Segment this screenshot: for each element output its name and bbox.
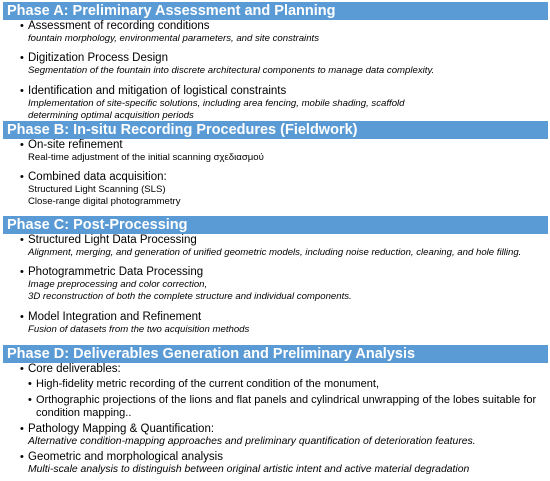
item-description: Multi-scale analysis to distinguish between original artistic intent and active material degradation (28, 464, 470, 475)
item-description: Real-time adjustment of the initial scanning σχεδιασμού (28, 152, 264, 163)
item-title: Model Integration and Refinement (28, 311, 202, 323)
item-title: Combined data acquisition: (28, 171, 167, 183)
phase-a-item-2 (20, 52, 545, 77)
bullet-icon: • (20, 139, 24, 151)
phase-b-header: Phase B: In-situ Recording Procedures (Fieldwork) (3, 121, 548, 139)
phase-d-subitem-2 (28, 394, 548, 420)
bullet-icon: • (20, 311, 24, 323)
item-description: Segmentation of the fountain into discrete architectural components to manage data complexity. (28, 65, 435, 76)
item-title: Assessment of recording conditions (28, 20, 210, 32)
item-description: Image preprocessing and color correction, (28, 279, 208, 290)
item-description: Close-range digital photogrammetry (28, 196, 181, 207)
subitem-text: condition mapping.. (36, 407, 132, 419)
phase-d-item-1 (20, 363, 545, 376)
phase-d-item-2 (20, 423, 545, 448)
item-description: Implementation of site-specific solutions, including area fencing, mobile shading, scaffold (28, 98, 405, 109)
item-title: Core deliverables: (28, 363, 121, 375)
bullet-icon: • (20, 20, 24, 32)
item-description: determining optimal acquisition periods (28, 110, 194, 121)
bullet-icon: • (20, 363, 24, 375)
phase-b-item-1 (20, 139, 545, 164)
phase-a-item-1 (20, 20, 545, 45)
subitem-text: Orthographic projections of the lions and flat panels and cylindrical unwrapping of the lobes suitable for (36, 394, 537, 406)
item-title: On-site refinement (28, 139, 123, 151)
bullet-icon: • (20, 266, 24, 278)
phase-c-item-3 (20, 311, 545, 336)
subitem-text: High-fidelity metric recording of the current condition of the monument, (36, 378, 379, 390)
item-title: Identification and mitigation of logistical constraints (28, 85, 287, 97)
phase-a-header: Phase A: Preliminary Assessment and Planning (3, 2, 548, 20)
phase-d-subitem-1 (28, 378, 548, 391)
bullet-icon: • (28, 378, 32, 390)
item-description: Structured Light Scanning (SLS) (28, 184, 166, 195)
bullet-icon: • (28, 394, 32, 406)
item-title: Geometric and morphological analysis (28, 451, 223, 463)
item-title: Structured Light Data Processing (28, 234, 197, 246)
phase-d-header: Phase D: Deliverables Generation and Preliminary Analysis (3, 345, 548, 363)
phase-b-item-2 (20, 171, 545, 208)
phase-c-item-1 (20, 234, 545, 259)
phase-d-item-3 (20, 451, 545, 476)
phase-c-header: Phase C: Post-Processing (3, 216, 548, 234)
phase-a-item-3 (20, 85, 545, 122)
bullet-icon: • (20, 171, 24, 183)
item-description: fountain morphology, environmental parameters, and site constraints (28, 33, 319, 44)
bullet-icon: • (20, 451, 24, 463)
phase-c-item-2 (20, 266, 545, 303)
item-description: Alternative condition-mapping approaches and preliminary quantification of deterioration features. (28, 436, 476, 447)
bullet-icon: • (20, 85, 24, 97)
item-title: Digitization Process Design (28, 52, 168, 64)
bullet-icon: • (20, 423, 24, 435)
bullet-icon: • (20, 234, 24, 246)
item-title: Pathology Mapping & Quantification: (28, 423, 215, 435)
item-title: Photogrammetric Data Processing (28, 266, 204, 278)
item-description: 3D reconstruction of both the complete structure and individual components. (28, 291, 352, 302)
item-description: Alignment, merging, and generation of unified geometric models, including noise reduction, cleaning, and hole filling. (28, 247, 522, 258)
item-description: Fusion of datasets from the two acquisition methods (28, 324, 250, 335)
bullet-icon: • (20, 52, 24, 64)
